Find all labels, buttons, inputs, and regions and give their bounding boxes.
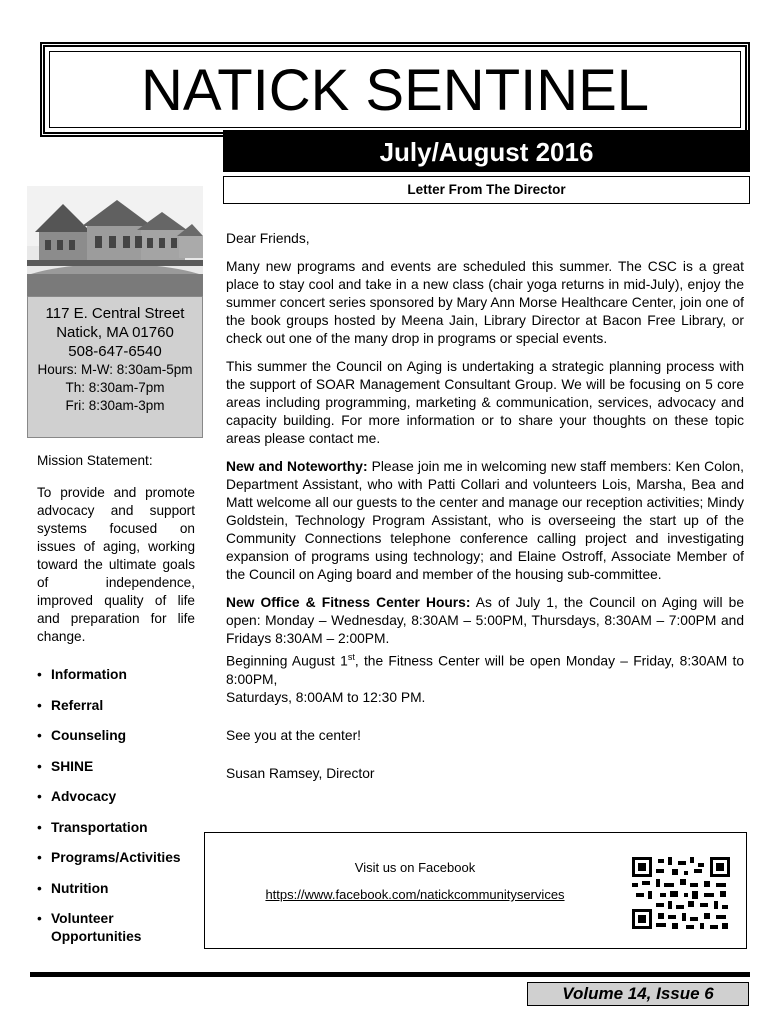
- services-list: [37, 666, 195, 946]
- list-item: • Counseling: [37, 728, 127, 743]
- bullet-icon: •: [37, 850, 42, 865]
- qr-code-icon: [632, 857, 730, 929]
- letter-paragraph-4b: Beginning August 1st, the Fitness Center will be open Monday – Friday, 8:30AM to 8:00PM,: [226, 652, 744, 687]
- contact-hours-mw: Hours: M-W: 8:30am-5pm: [37, 362, 193, 377]
- letter-closing: See you at the center!: [226, 727, 361, 743]
- director-letter: [226, 230, 744, 793]
- letter-paragraph-1: Many new programs and events are scheduled this summer. The CSC is a great place to stay cool and take in a new class (chair yoga returns in mid-July), enjoy the summer concert series sponsored by Mary Ann Morse Healthcare Center, join one of the book groups hosted by Meena Jain, Library Director at Bacon Free Library, or check out one of the many drop in programs or special events.: [226, 259, 744, 346]
- letter-paragraph-3: New and Noteworthy: Please join me in welcoming new staff members: Ken Colon, Department Assistant, who with Patti Collari and volunteers Lois, Marsha, Bea and Matt welcome all our guests to the center and manage our reception activities; Mindy Goldstein, Technology Program Assistant, who is overseeing the start up of the Community Connections telephone conference calling project and investigating expansion of programs using technology; and Elaine Ostroff, Associate Member of the Council on Aging board and member of the housing sub-committee.: [226, 459, 744, 582]
- contact-city: Natick, MA 01760: [56, 324, 174, 341]
- facebook-box: [204, 832, 747, 949]
- bullet-icon: •: [37, 880, 42, 896]
- building-photo: [27, 186, 203, 296]
- bullet-icon: •: [37, 758, 42, 774]
- contact-hours-th: Th: 8:30am-7pm: [65, 380, 165, 395]
- list-item: • Transportation: [37, 819, 148, 835]
- letter-salutation: Dear Friends,: [226, 231, 310, 246]
- paragraph-lead: New Office & Fitness Center Hours:: [226, 595, 471, 610]
- bullet-icon: •: [37, 789, 42, 804]
- letter-paragraph-4c: Saturdays, 8:00AM to 12:30 PM.: [226, 689, 426, 705]
- list-item: • Information: [37, 667, 127, 682]
- contact-phone: 508-647-6540: [68, 343, 162, 360]
- issue-date-bar: [223, 130, 750, 172]
- list-item: • Nutrition: [37, 880, 109, 896]
- paragraph-lead: New and Noteworthy:: [226, 459, 368, 474]
- mission-text: To provide and promote advocacy and support systems focused on issues of aging, working toward the ultimate goals of independence, improved quality of life and preparation for life change.: [37, 485, 195, 644]
- bullet-icon: •: [37, 819, 42, 835]
- issue-date: July/August 2016: [379, 137, 594, 167]
- bullet-icon: •: [37, 697, 42, 713]
- list-item: • Referral: [37, 697, 104, 713]
- list-item: • Volunteer Opportunities: [37, 911, 142, 944]
- contact-hours-fri: Fri: 8:30am-3pm: [65, 398, 165, 413]
- footer-rule: [30, 972, 750, 977]
- volume-issue: Volume 14, Issue 6: [527, 982, 749, 1006]
- bullet-icon: •: [37, 728, 42, 743]
- masthead: [40, 42, 750, 137]
- list-item: • Programs/Activities: [37, 850, 181, 865]
- list-item: • SHINE: [37, 758, 94, 774]
- contact-box: [27, 296, 203, 438]
- sidebar: [37, 452, 195, 959]
- bullet-icon: •: [37, 911, 42, 926]
- bullet-icon: •: [37, 667, 42, 682]
- letter-signature: Susan Ramsey, Director: [226, 765, 375, 781]
- letter-paragraph-2: This summer the Council on Aging is undertaking a strategic planning process with the support of SOAR Management Consultant Group. We will be focusing on 5 core areas including programming, marketing & communication, services, advocacy and capacity building. For more information or to share your thoughts on these topic areas please contact me.: [226, 359, 744, 446]
- letter-paragraph-4: New Office & Fitness Center Hours: As of July 1, the Council on Aging will be open: Monday – Wednesday, 8:30AM – 5:00PM, Thursdays, 8:30AM – 7:00PM and Fridays 8:30AM – 2:00PM.: [226, 595, 745, 646]
- masthead-title: NATICK SENTINEL: [140, 58, 650, 123]
- facebook-link[interactable]: https://www.facebook.com/natickcommunityservices: [265, 887, 565, 902]
- section-heading: Letter From The Director: [223, 176, 750, 204]
- list-item: • Advocacy: [37, 789, 117, 804]
- contact-street: 117 E. Central Street: [45, 305, 185, 322]
- mission-label: Mission Statement:: [37, 453, 153, 468]
- facebook-visit-text: Visit us on Facebook: [354, 860, 476, 875]
